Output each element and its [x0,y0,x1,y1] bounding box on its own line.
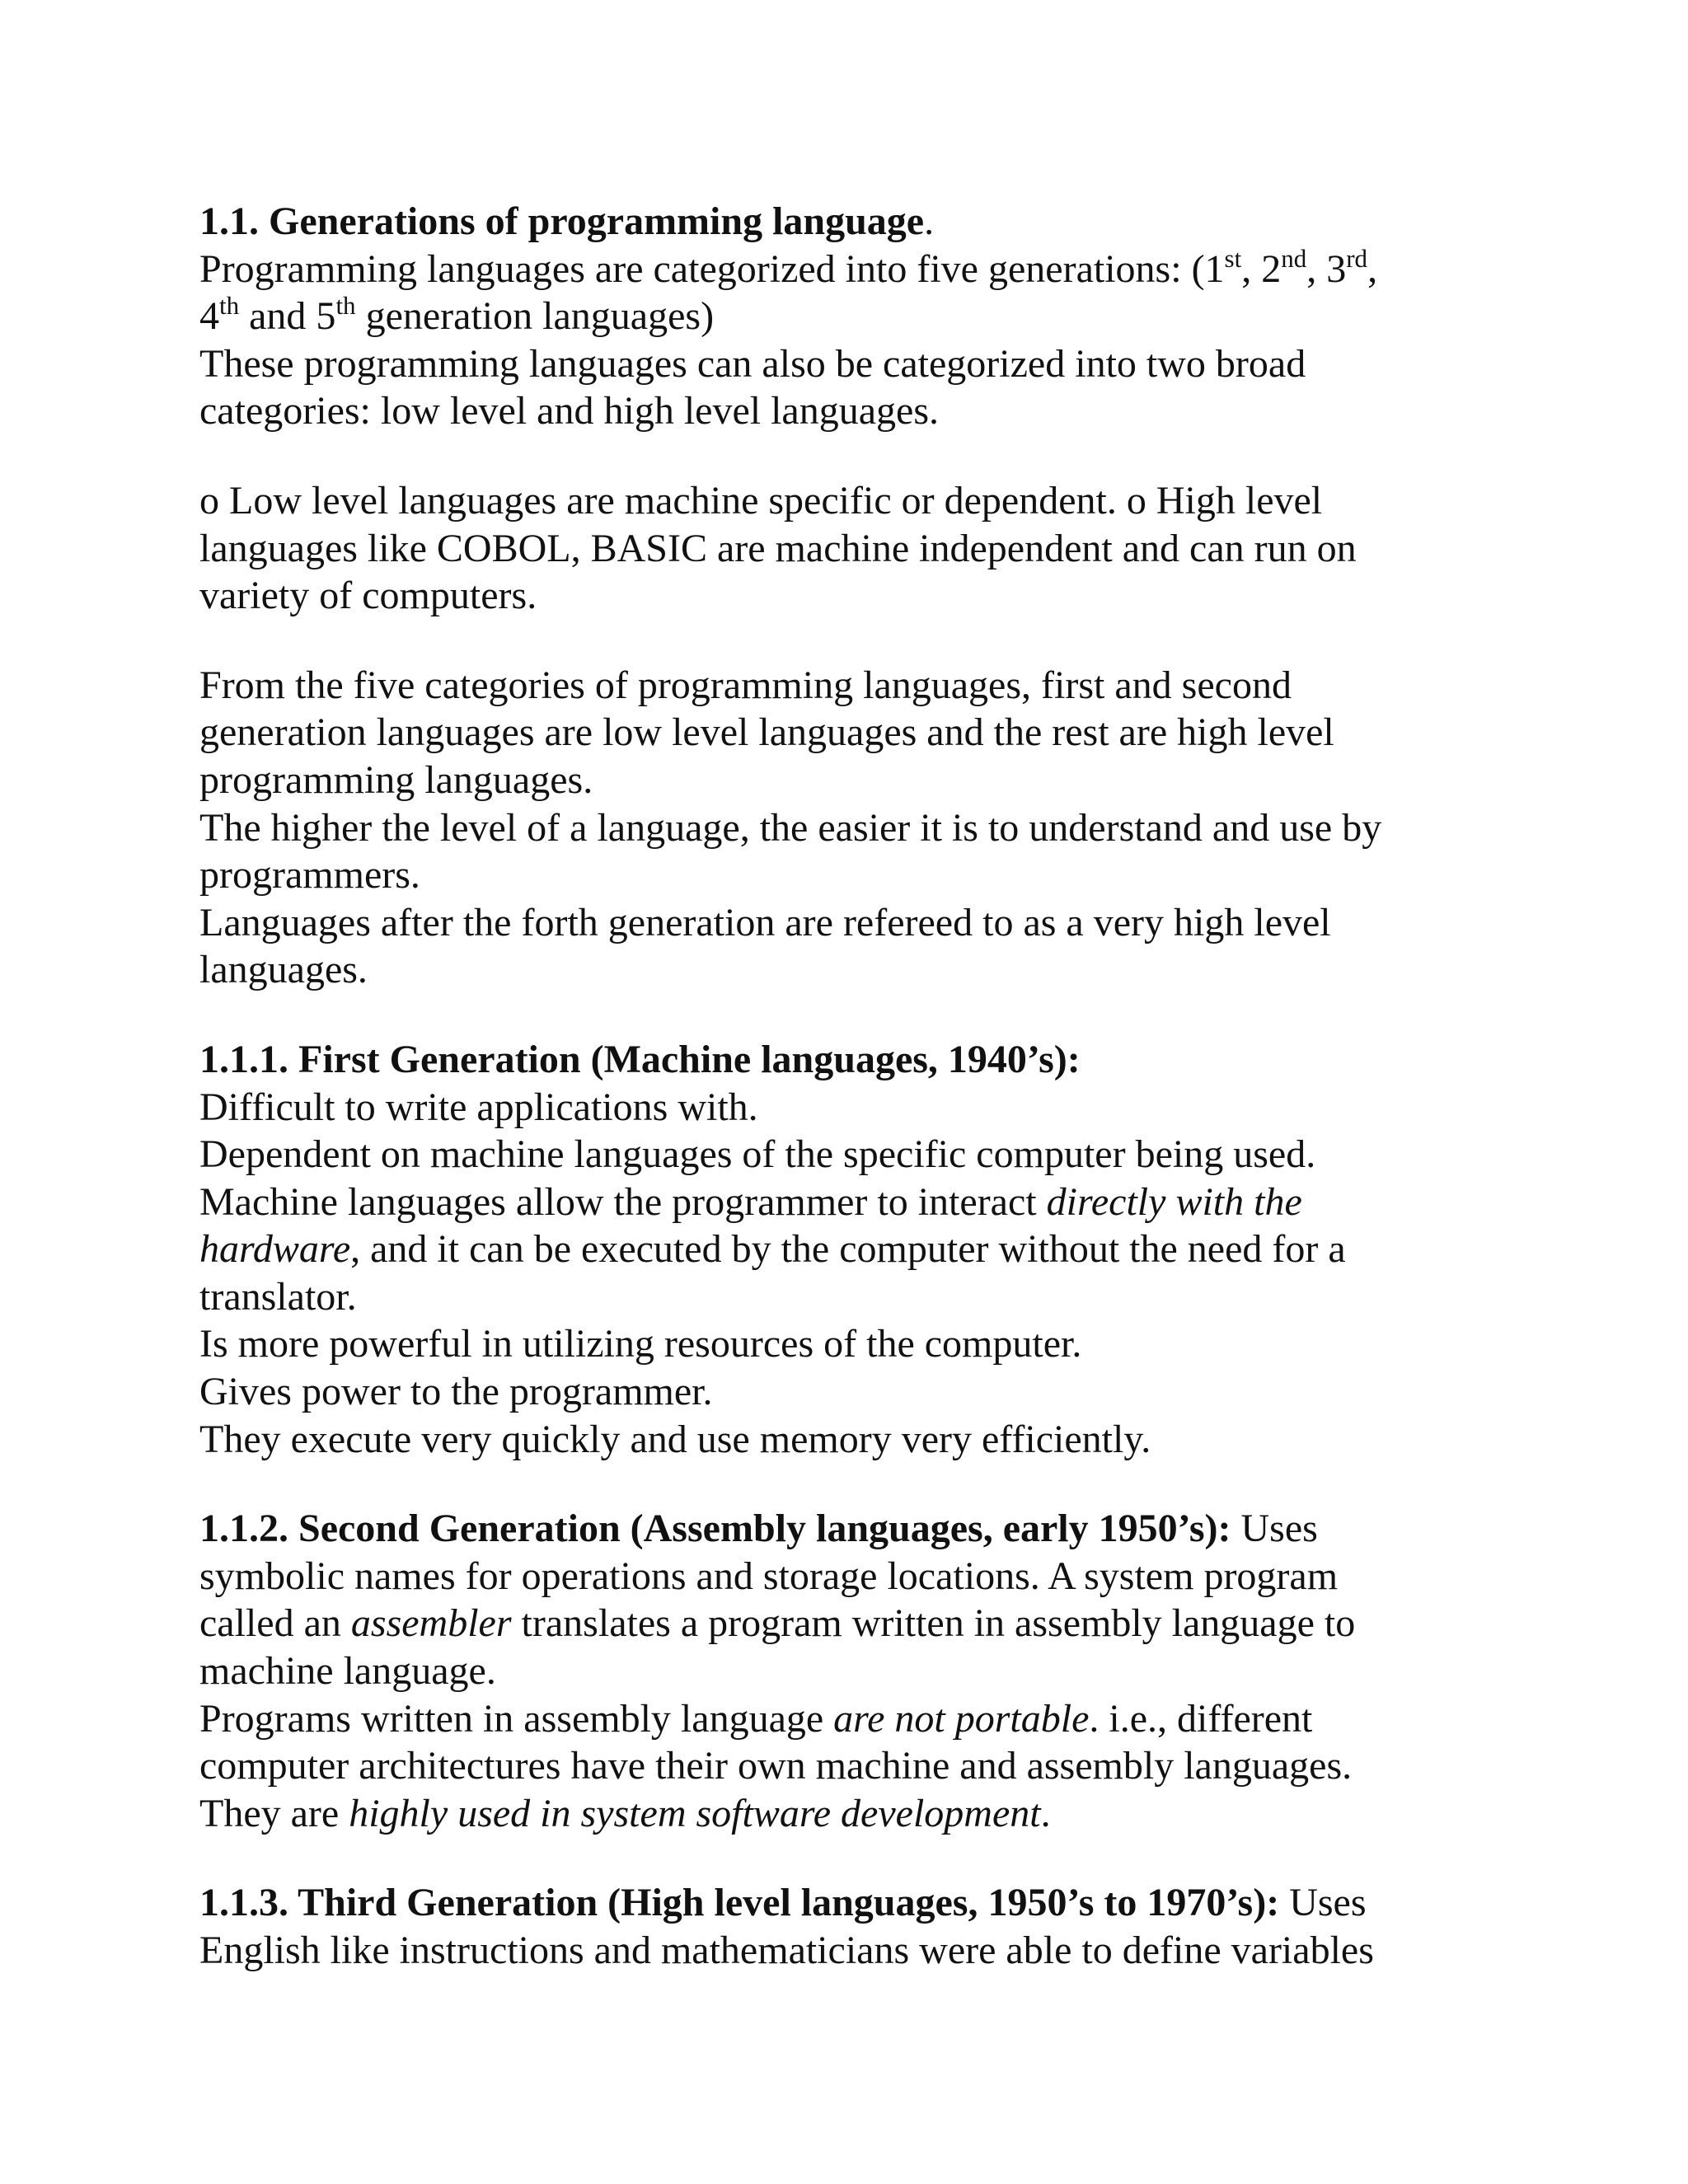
second-generation-heading: 1.1.2. Second Generation (Assembly languages, early 1950’s): Uses [199,1507,1318,1551]
second-gen-line-4: machine language. [199,1649,496,1694]
categories-line-5: programmers. [199,853,420,898]
intro-line-1: Programming languages are categorized into five generations: (1st, 2nd, 3rd, [199,243,1378,291]
levels-line-1: o Low level languages are machine specific or dependent. o High level [199,478,1323,523]
section-heading: 1.1. Generations of programming language [199,199,925,243]
document-page [199,198,1485,2017]
levels-paragraph [199,477,1485,620]
first-gen-line-2: Dependent on machine languages of the specific computer being used. [199,1132,1316,1177]
third-generation-heading: 1.1.3. Third Generation (High level languages, 1950’s to 1970’s): Uses [199,1881,1367,1925]
categories-paragraph [199,662,1485,994]
third-gen-line-2: English like instructions and mathematicians were able to define variables [199,1929,1374,1972]
first-gen-line-6: Is more powerful in utilizing resources of the computer. [199,1322,1082,1366]
second-gen-line-5: Programs written in assembly language are not portable. i.e., different [199,1696,1313,1741]
first-generation-section [199,1036,1485,1463]
categories-line-4: The higher the level of a language, the easier it is to understand and use by [199,805,1382,850]
categories-line-3: programming languages. [199,757,593,802]
categories-line-1: From the five categories of programming languages, first and second [199,663,1292,707]
categories-line-2: generation languages are low level languages and the rest are high level [199,710,1334,755]
second-gen-line-3: called an assembler translates a program written in assembly language to [199,1601,1356,1646]
second-gen-line-2: symbolic names for operations and storage locations. A system program [199,1554,1339,1598]
intro-paragraph [199,198,1485,435]
first-gen-line-3: Machine languages allow the programmer to interact directly with the [199,1179,1302,1224]
levels-line-3: variety of computers. [199,574,537,618]
first-gen-line-1: Difficult to write applications with. [199,1085,758,1129]
third-generation-section [199,1879,1485,1974]
intro-line-3: These programming languages can also be categorized into two broad [199,341,1306,386]
first-gen-line-5: translator. [199,1274,357,1319]
second-generation-section [199,1505,1485,1837]
first-generation-heading: 1.1.1. First Generation (Machine languages, 1940’s): [199,1037,1081,1081]
intro-line-2: 4th and 5th generation languages) [199,291,715,339]
categories-line-7: languages. [199,948,368,992]
second-gen-line-7: They are highly used in system software development. [199,1791,1051,1835]
first-gen-line-7: Gives power to the programmer. [199,1370,713,1414]
categories-line-6: Languages after the forth generation are refereed to as a very high level [199,900,1331,944]
first-gen-line-8: They execute very quickly and use memory very efficiently. [199,1417,1151,1461]
intro-heading-line: 1.1. Generations of programming language. [199,199,935,243]
first-gen-line-4: hardware, and it can be executed by the computer without the need for a [199,1227,1346,1272]
levels-line-2: languages like COBOL, BASIC are machine independent and can run on [199,526,1357,570]
intro-line-4: categories: low level and high level languages. [199,389,940,434]
second-gen-line-6: computer architectures have their own machine and assembly languages. [199,1744,1353,1788]
